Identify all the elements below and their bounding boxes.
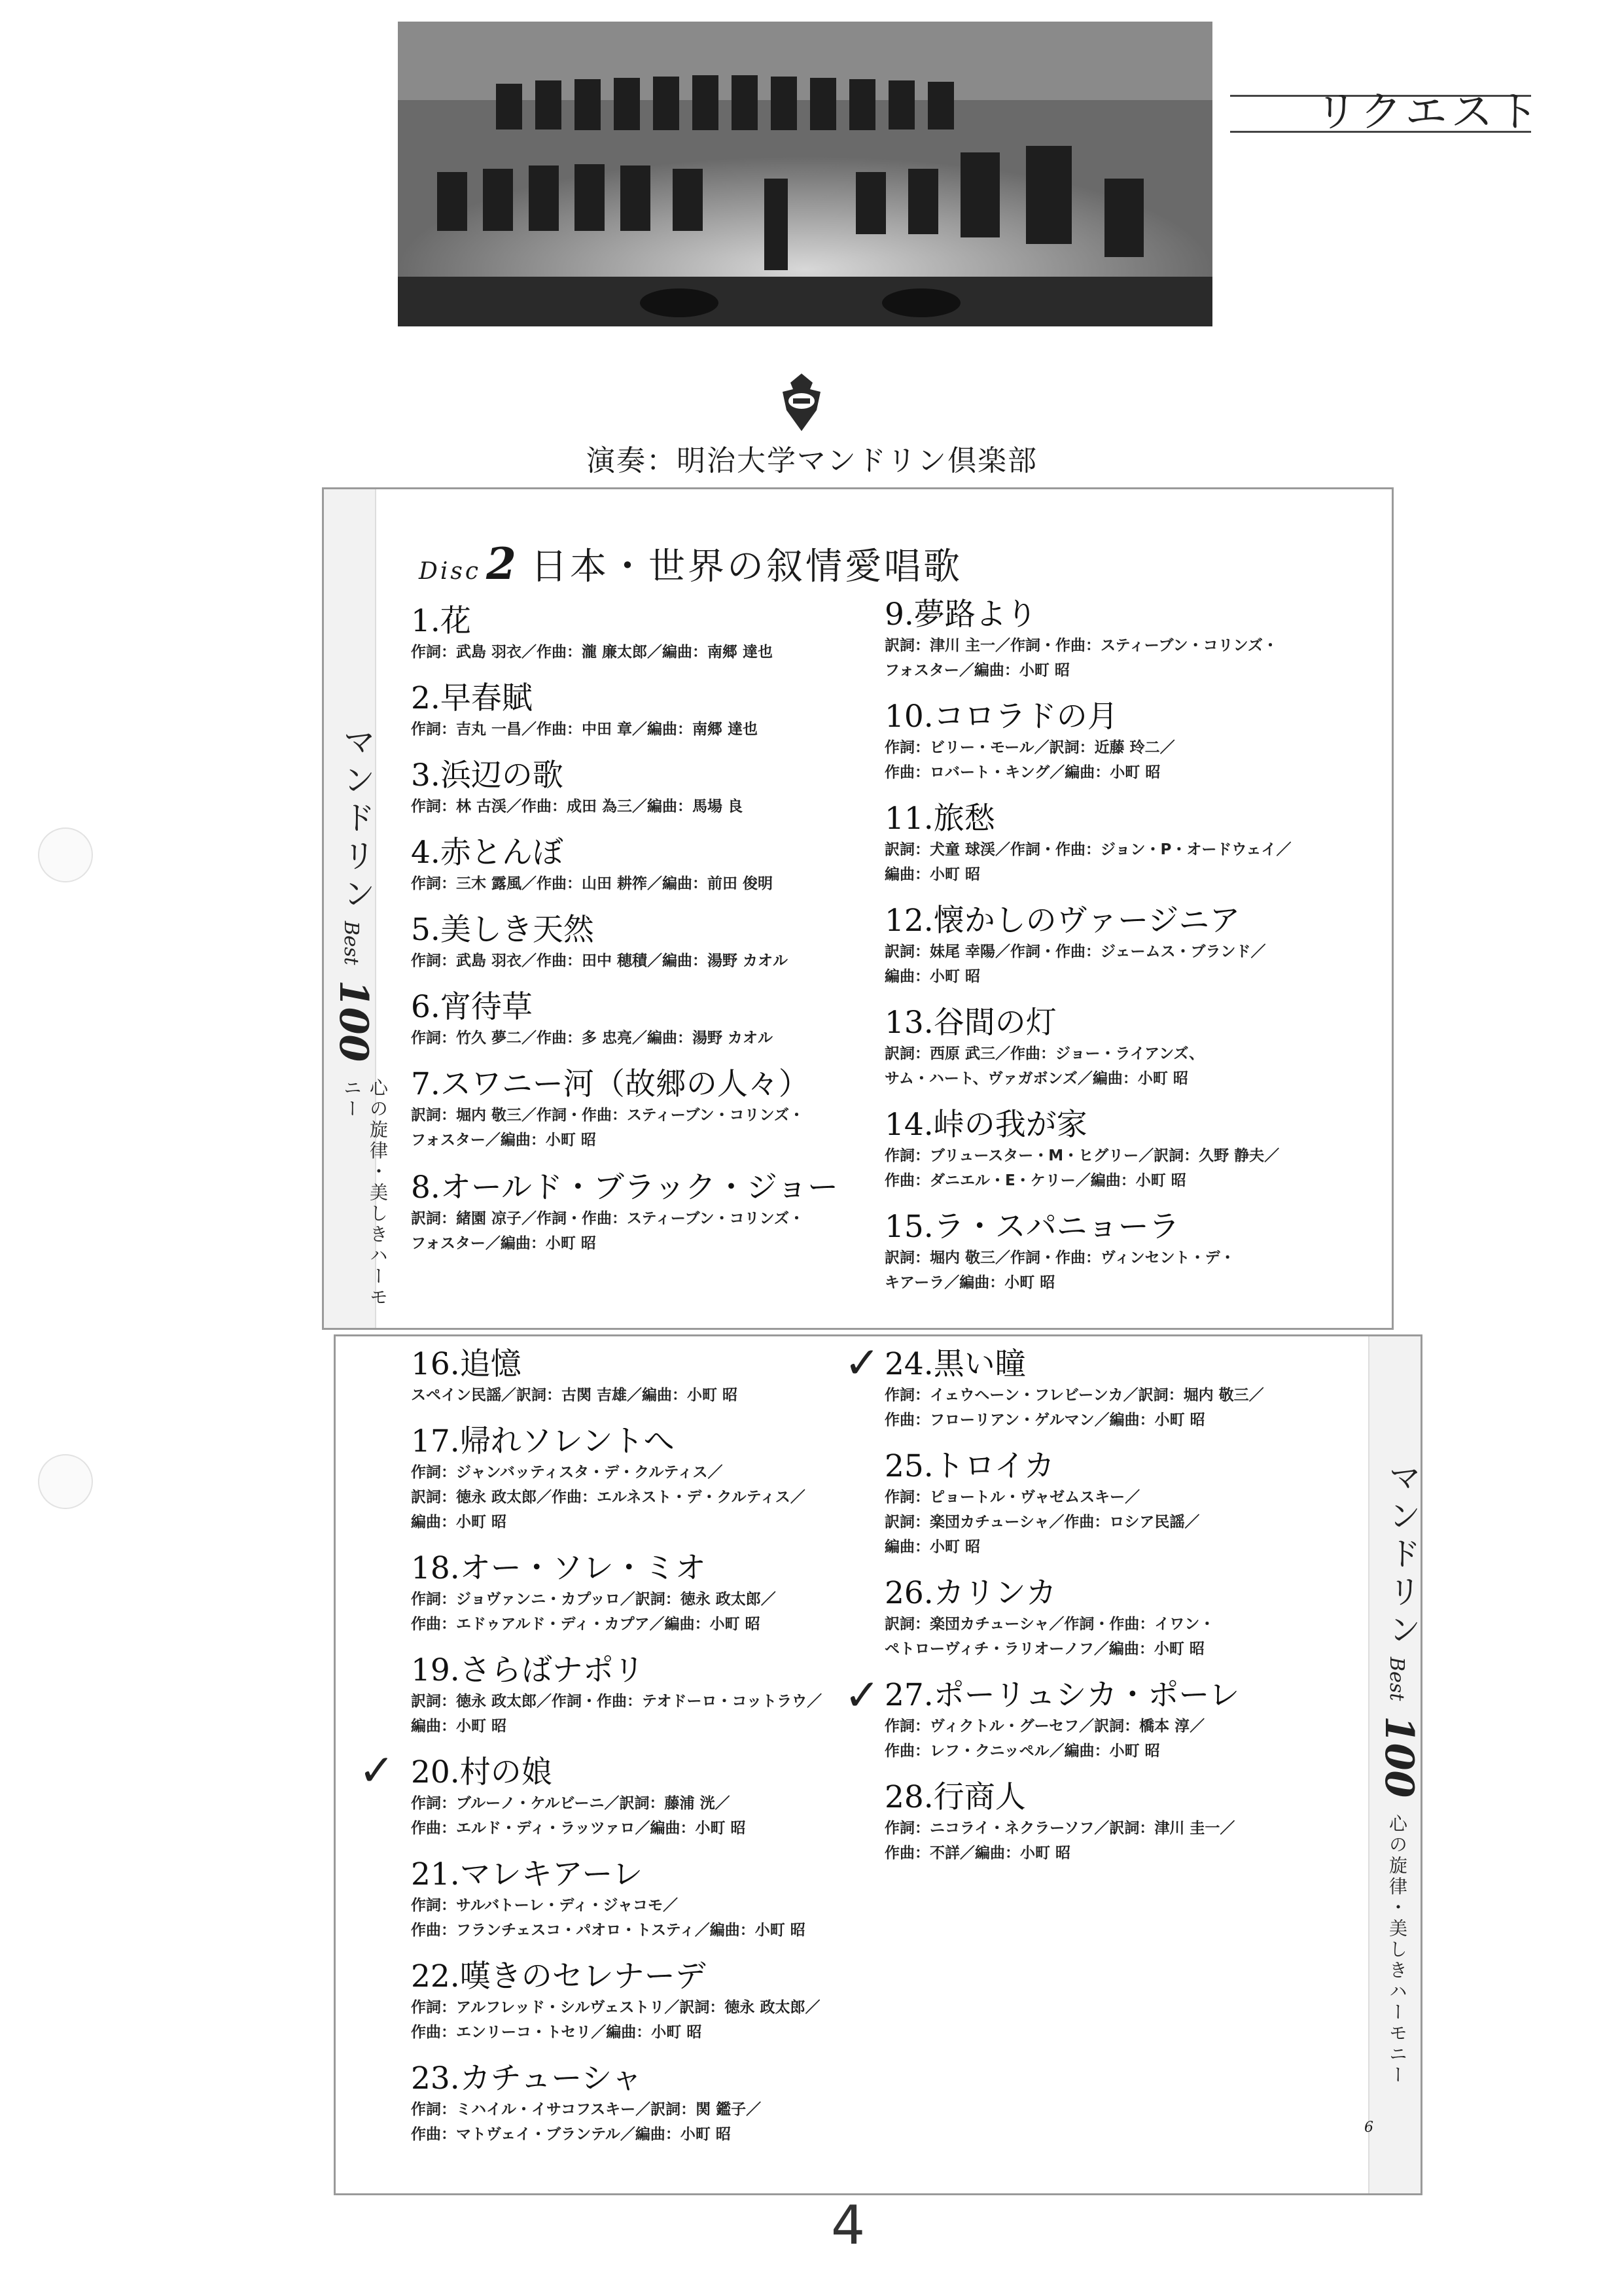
song-title: 19.さらばナポリ [411, 1652, 644, 1688]
song-credit: 編曲：小町 昭 [411, 1514, 507, 1531]
song-credit: ペトローヴィチ・ラリオーノフ／編曲：小町 昭 [885, 1641, 1205, 1658]
song-entry [411, 1423, 805, 1535]
song-title: 5.美しき天然 [411, 912, 594, 948]
song-title: 16.追憶 [411, 1346, 521, 1382]
song-credit: 作詞：三木 露風／作曲：山田 耕筰／編曲：前田 俊明 [411, 875, 773, 892]
song-title: 17.帰れソレントへ [411, 1423, 675, 1459]
song-title: 20.村の娘 [411, 1754, 552, 1790]
song-credit: 編曲：小町 昭 [411, 1718, 507, 1735]
song-title: 1.花 [411, 603, 471, 639]
spine-title: マンドリン [1383, 1461, 1421, 1650]
spine-best: Best [340, 921, 362, 965]
song-credit: 作曲：ロバート・キング／編曲：小町 昭 [885, 764, 1161, 781]
song-credit: 訳詞：妹尾 幸陽／作詞・作曲：ジェームス・ブランド／ [885, 943, 1266, 960]
song-credit: キアーラ／編曲：小町 昭 [885, 1274, 1055, 1291]
song-entry [411, 1652, 822, 1739]
checkmark-icon: ✓ [844, 1338, 881, 1388]
song-title: 9.夢路より [885, 597, 1037, 633]
song-entry [885, 1575, 1214, 1661]
song-credit: 作詞：吉丸 一昌／作曲：中田 章／編曲：南郷 達也 [411, 721, 758, 738]
song-credit: 作詞：イェウヘーン・フレビーンカ／訳詞：堀内 敬三／ [885, 1387, 1264, 1404]
song-title: 23.カチューシャ [411, 2061, 643, 2096]
song-credit: 訳詞：堀内 敬三／作詞・作曲：スティーブン・コリンズ・ [411, 1107, 804, 1124]
song-credit: 編曲：小町 昭 [885, 968, 981, 985]
song-entry [885, 903, 1266, 989]
song-title: 18.オー・ソレ・ミオ [411, 1550, 706, 1586]
song-title: 6.宵待草 [411, 989, 533, 1025]
song-credit: サム・ハート、ヴァガボンズ／編曲：小町 昭 [885, 1070, 1188, 1087]
song-entry [885, 801, 1291, 887]
song-entry [411, 1346, 737, 1408]
song-credit: 訳詞：楽団カチューシャ／作詞・作曲：イワン・ [885, 1616, 1215, 1633]
song-credit: 作曲：レフ・クニッペル／編曲：小町 昭 [885, 1743, 1160, 1760]
song-title: 4.赤とんぼ [411, 835, 563, 871]
song-credit: 作詞：ジョヴァンニ・カプッロ／訳詞：徳永 政太郎／ [411, 1591, 776, 1608]
song-credit: 作詞：サルバトーレ・ディ・ジャコモ／ [411, 1897, 679, 1914]
song-credit: 作詞：ビリー・モール／訳詞：近藤 玲二／ [885, 739, 1175, 756]
song-entry [885, 1209, 1235, 1295]
song-credit: 作詞：ミハイル・イサコフスキー／訳詞：関 鑑子／ [411, 2101, 762, 2118]
song-credit: 作詞：武島 羽衣／作曲：瀧 廉太郎／編曲：南郷 達也 [411, 644, 773, 661]
song-credit: スペイン民謡／訳詞：古関 吉雄／編曲：小町 昭 [411, 1387, 738, 1404]
song-entry [411, 757, 743, 819]
song-entry [885, 1779, 1235, 1866]
song-credit: 訳詞：犬童 球渓／作詞・作曲：ジョン・P・オードウェイ／ [885, 841, 1292, 858]
song-credit: 作曲：エンリーコ・トセリ／編曲：小町 昭 [411, 2024, 702, 2041]
song-title: 10.コロラドの月 [885, 699, 1118, 735]
spine-right [1368, 1336, 1421, 2193]
song-credit: 作詞：ヴィクトル・グーセフ／訳詞：橋本 淳／ [885, 1718, 1205, 1735]
request-underline [1230, 131, 1531, 133]
song-credit: 作曲：フランチェスコ・パオロ・トスティ／編曲：小町 昭 [411, 1922, 805, 1939]
spine-subtitle: 心の旋律・美しきハーモニー [1386, 1814, 1408, 2086]
song-credit: フォスター／編曲：小町 昭 [411, 1235, 596, 1252]
song-credit: フォスター／編曲：小町 昭 [411, 1132, 596, 1149]
song-credit: 作詞：竹久 夢二／作曲：多 忠亮／編曲：湯野 カオル [411, 1030, 773, 1047]
song-credit: 訳詞：西原 武三／作曲：ジョー・ライアンズ、 [885, 1045, 1205, 1062]
page-number: 6 [1364, 2119, 1373, 2136]
spine-title: マンドリン [338, 725, 376, 914]
disc-header [419, 538, 962, 590]
song-title: 26.カリンカ [885, 1575, 1057, 1611]
disc-title: 日本・世界の叙情愛唱歌 [530, 546, 962, 588]
song-entry [411, 1550, 776, 1637]
song-title: 24.黒い瞳 [885, 1346, 1026, 1382]
song-entry [411, 1856, 805, 1943]
song-credit: 作詞：林 古渓／作曲：成田 為三／編曲：馬場 良 [411, 798, 743, 815]
song-credit: 作詞：武島 羽衣／作曲：田中 穂積／編曲：湯野 カオル [411, 952, 788, 969]
spine-subtitle: 心の旋律・美しきハーモニー [341, 1078, 389, 1308]
song-title: 8.オールド・ブラック・ジョー [411, 1170, 839, 1206]
orchestra-photo [398, 22, 1212, 326]
song-entry [411, 912, 788, 973]
disc-word: Disc [419, 558, 482, 585]
song-entry [885, 597, 1278, 683]
song-credit: 作曲：エドゥアルド・ディ・カプア／編曲：小町 昭 [411, 1616, 760, 1633]
spine-best: Best [1385, 1657, 1408, 1701]
song-title: 27.ポーリュシカ・ポーレ [885, 1677, 1240, 1713]
club-emblem-icon [773, 370, 830, 435]
checkmark-icon: ✓ [844, 1670, 881, 1720]
song-credit: 作曲：マトヴェイ・ブランテル／編曲：小町 昭 [411, 2126, 731, 2143]
song-credit: 訳詞：徳永 政太郎／作曲：エルネスト・デ・クルティス／ [411, 1489, 805, 1506]
song-credit: 作曲：ダニエル・E・ケリー／編曲：小町 昭 [885, 1172, 1186, 1189]
song-credit: 作詞：ブリュースター・M・ヒグリー／訳詞：久野 静夫／ [885, 1147, 1280, 1164]
song-entry [885, 1677, 1239, 1764]
song-entry [885, 1107, 1279, 1193]
song-entry [411, 989, 773, 1051]
song-title: 12.懐かしのヴァージニア [885, 903, 1241, 939]
song-entry [885, 1448, 1199, 1559]
song-credit: 訳詞：津川 主一／作詞・作曲：スティーブン・コリンズ・ [885, 637, 1278, 654]
song-entry [411, 603, 773, 665]
song-entry [885, 1346, 1264, 1433]
song-credit: 作曲：エルド・ディ・ラッツァロ／編曲：小町 昭 [411, 1820, 746, 1837]
punch-hole [38, 827, 93, 882]
song-credit: フォスター／編曲：小町 昭 [885, 662, 1070, 679]
spine-left [324, 489, 389, 1328]
song-title: 14.峠の我が家 [885, 1107, 1087, 1143]
song-title: 11.旅愁 [885, 801, 995, 837]
song-credit: 訳詞：楽団カチューシャ／作曲：ロシア民謡／ [885, 1514, 1200, 1531]
song-entry [411, 835, 773, 896]
song-credit: 作詞：ジャンバッティスタ・デ・クルティス／ [411, 1464, 723, 1481]
orchestra-photo-illustration [398, 22, 1212, 326]
disc-number: 2 [486, 538, 519, 589]
song-title: 7.スワニー河（故郷の人々） [411, 1066, 809, 1102]
song-credit: 訳詞：緒園 凉子／作詞・作曲：スティーブン・コリンズ・ [411, 1210, 804, 1227]
spine-number: 100 [1376, 1716, 1422, 1798]
request-label: リクエスト [1315, 88, 1543, 137]
song-entry [885, 1005, 1204, 1091]
song-title: 21.マレキアーレ [411, 1856, 643, 1892]
song-credit: 編曲：小町 昭 [885, 1539, 981, 1556]
song-credit: 訳詞：堀内 敬三／作詞・作曲：ヴィンセント・デ・ [885, 1249, 1235, 1266]
song-title: 13.谷間の灯 [885, 1005, 1057, 1041]
song-credit: 作詞：アルフレッド・シルヴェストリ／訳詞：徳永 政太郎／ [411, 1999, 821, 2016]
song-entry [411, 1754, 745, 1841]
song-entry [411, 1170, 838, 1256]
spine-number: 100 [330, 980, 376, 1062]
song-title: 15.ラ・スパニョーラ [885, 1209, 1180, 1245]
checkmark-icon: ✓ [359, 1745, 395, 1796]
song-entry [411, 680, 758, 742]
song-credit: 作曲：フローリアン・ゲルマン／編曲：小町 昭 [885, 1412, 1205, 1429]
song-entry [885, 699, 1175, 785]
song-title: 28.行商人 [885, 1779, 1026, 1815]
song-entry [411, 1066, 809, 1153]
song-entry [411, 1958, 820, 2045]
song-title: 3.浜辺の歌 [411, 757, 563, 793]
song-credit: 訳詞：徳永 政太郎／作詞・作曲：テオドーロ・コットラウ／ [411, 1693, 822, 1710]
handwritten-page-number: 4 [831, 2195, 866, 2257]
song-credit: 編曲：小町 昭 [885, 866, 981, 883]
performer-credit: 演奏：明治大学マンドリン倶楽部 [586, 444, 1038, 478]
song-title: 22.嘆きのセレナーデ [411, 1958, 706, 1994]
punch-hole [38, 1454, 93, 1509]
song-title: 2.早春賦 [411, 680, 533, 716]
song-credit: 作詞：ニコライ・ネクラーソフ／訳詞：津川 圭一／ [885, 1820, 1235, 1837]
song-title: 25.トロイカ [885, 1448, 1055, 1484]
song-credit: 作詞：ピョートル・ヴャゼムスキー／ [885, 1489, 1140, 1506]
song-credit: 作詞：ブルーノ・ケルビーニ／訳詞：藤浦 洸／ [411, 1795, 730, 1812]
song-entry [411, 2061, 761, 2147]
song-credit: 作曲：不詳／編曲：小町 昭 [885, 1845, 1071, 1862]
